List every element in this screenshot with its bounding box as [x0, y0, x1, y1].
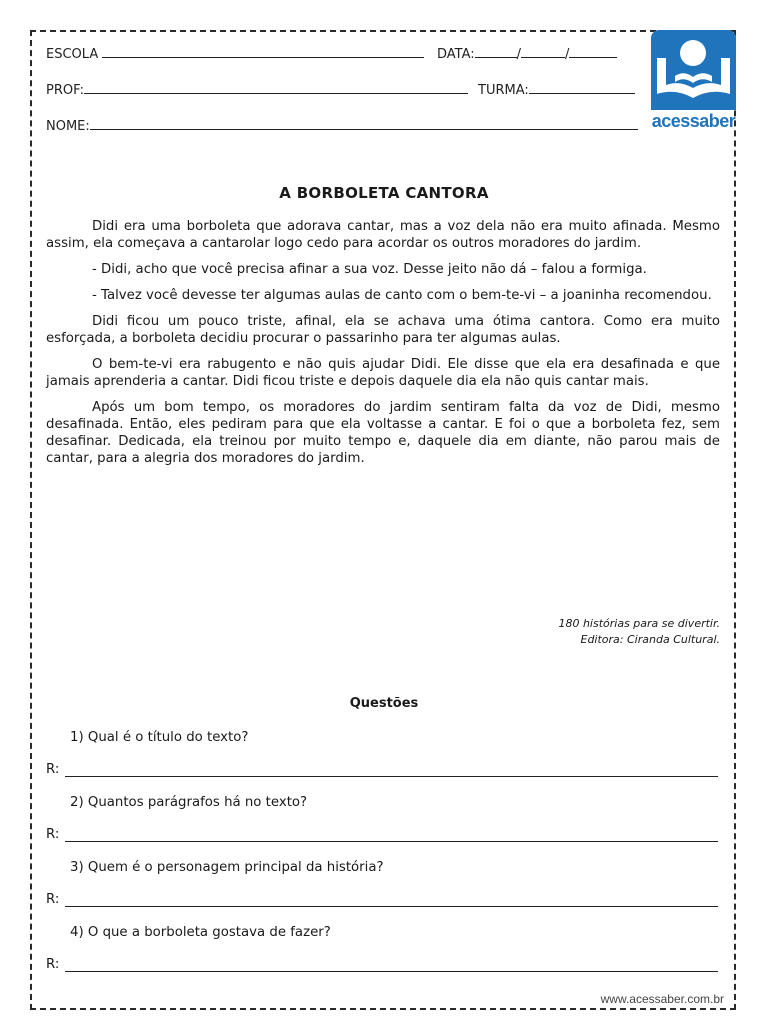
school-label: ESCOLA: [46, 47, 99, 62]
name-label: NOME:: [46, 119, 90, 134]
answer-line[interactable]: [65, 894, 718, 907]
class-field[interactable]: [478, 81, 635, 99]
acessaber-logo: [651, 30, 736, 134]
date-day-blank[interactable]: [475, 45, 517, 58]
story-paragraph: Didi ficou um pouco triste, afinal, ela se achava uma ótima cantora. Como era muito esforçada, a borboleta decidiu procurar o passarinho para ter algumas aulas.: [46, 314, 720, 346]
story-paragraph: - Talvez você devesse ter algumas aulas de canto com o bem-te-vi – a joaninha recomendou.: [92, 288, 712, 303]
date-separator: /: [516, 47, 522, 62]
answer-line[interactable]: [65, 764, 718, 777]
reader-icon: [651, 30, 736, 110]
answer-field[interactable]: [46, 892, 718, 907]
name-field[interactable]: [46, 117, 638, 135]
answer-label: R:: [46, 892, 60, 907]
story-paragraph: Após um bom tempo, os moradores do jardim sentiram falta da voz de Didi, mesmo desafinada. Então, eles pediram para que ela voltasse a cantar. E foi o que a borboleta fez, sem desafinar. Dedicada, ela treinou por muito tempo e, daquele dia em diante, não parou mais de cantar, para a alegria dos moradores do jardim.: [46, 400, 720, 466]
source-publisher: Editora: Ciranda Cultural.: [580, 633, 720, 646]
story-title: A BORBOLETA CANTORA: [279, 184, 489, 202]
date-field[interactable]: [437, 45, 617, 63]
school-field[interactable]: [46, 45, 424, 63]
story-paragraph: - Didi, acho que você precisa afinar a sua voz. Desse jeito não dá – falou a formiga.: [92, 262, 647, 277]
story-body: [46, 218, 720, 476]
footer-url: www.acessaber.com.br: [600, 992, 724, 1006]
answer-label: R:: [46, 957, 60, 972]
date-separator: /: [565, 47, 570, 62]
teacher-blank[interactable]: [84, 81, 468, 94]
source-credit: [558, 616, 720, 648]
questions-heading: Questões: [349, 696, 419, 711]
answer-field[interactable]: [46, 762, 718, 777]
school-blank[interactable]: [102, 45, 424, 58]
date-label: DATA:: [437, 47, 475, 62]
source-book: 180 histórias para se divertir.: [558, 617, 720, 630]
question-item: 4) O que a borboleta gostava de fazer?: [70, 925, 331, 940]
logo-wordmark: acessaber: [651, 111, 736, 131]
question-item: 1) Qual é o título do texto?: [70, 730, 249, 745]
answer-field[interactable]: [46, 957, 718, 972]
question-item: 3) Quem é o personagem principal da história?: [70, 860, 384, 875]
class-label: TURMA:: [478, 83, 529, 98]
answer-label: R:: [46, 827, 60, 842]
class-blank[interactable]: [529, 81, 635, 94]
name-blank[interactable]: [90, 117, 638, 130]
question-item: 2) Quantos parágrafos há no texto?: [70, 795, 308, 810]
teacher-label: PROF:: [46, 83, 84, 98]
answer-line[interactable]: [65, 959, 718, 972]
date-month-blank[interactable]: [521, 45, 565, 58]
answer-field[interactable]: [46, 827, 718, 842]
answer-line[interactable]: [65, 829, 718, 842]
date-year-blank[interactable]: [569, 45, 617, 58]
story-paragraph: Didi era uma borboleta que adorava cantar, mas a voz dela não era muito afinada. Mesmo assim, ela começava a cantarolar logo cedo para acordar os outros moradores do jardim.: [46, 219, 720, 251]
story-paragraph: O bem-te-vi era rabugento e não quis ajudar Didi. Ele disse que ela era desafinada e que jamais aprenderia a cantar. Didi ficou triste e depois daquele dia ela não quis cantar mais.: [46, 357, 720, 389]
logo-box: [651, 30, 736, 110]
answer-label: R:: [46, 762, 60, 777]
teacher-field[interactable]: [46, 81, 468, 99]
